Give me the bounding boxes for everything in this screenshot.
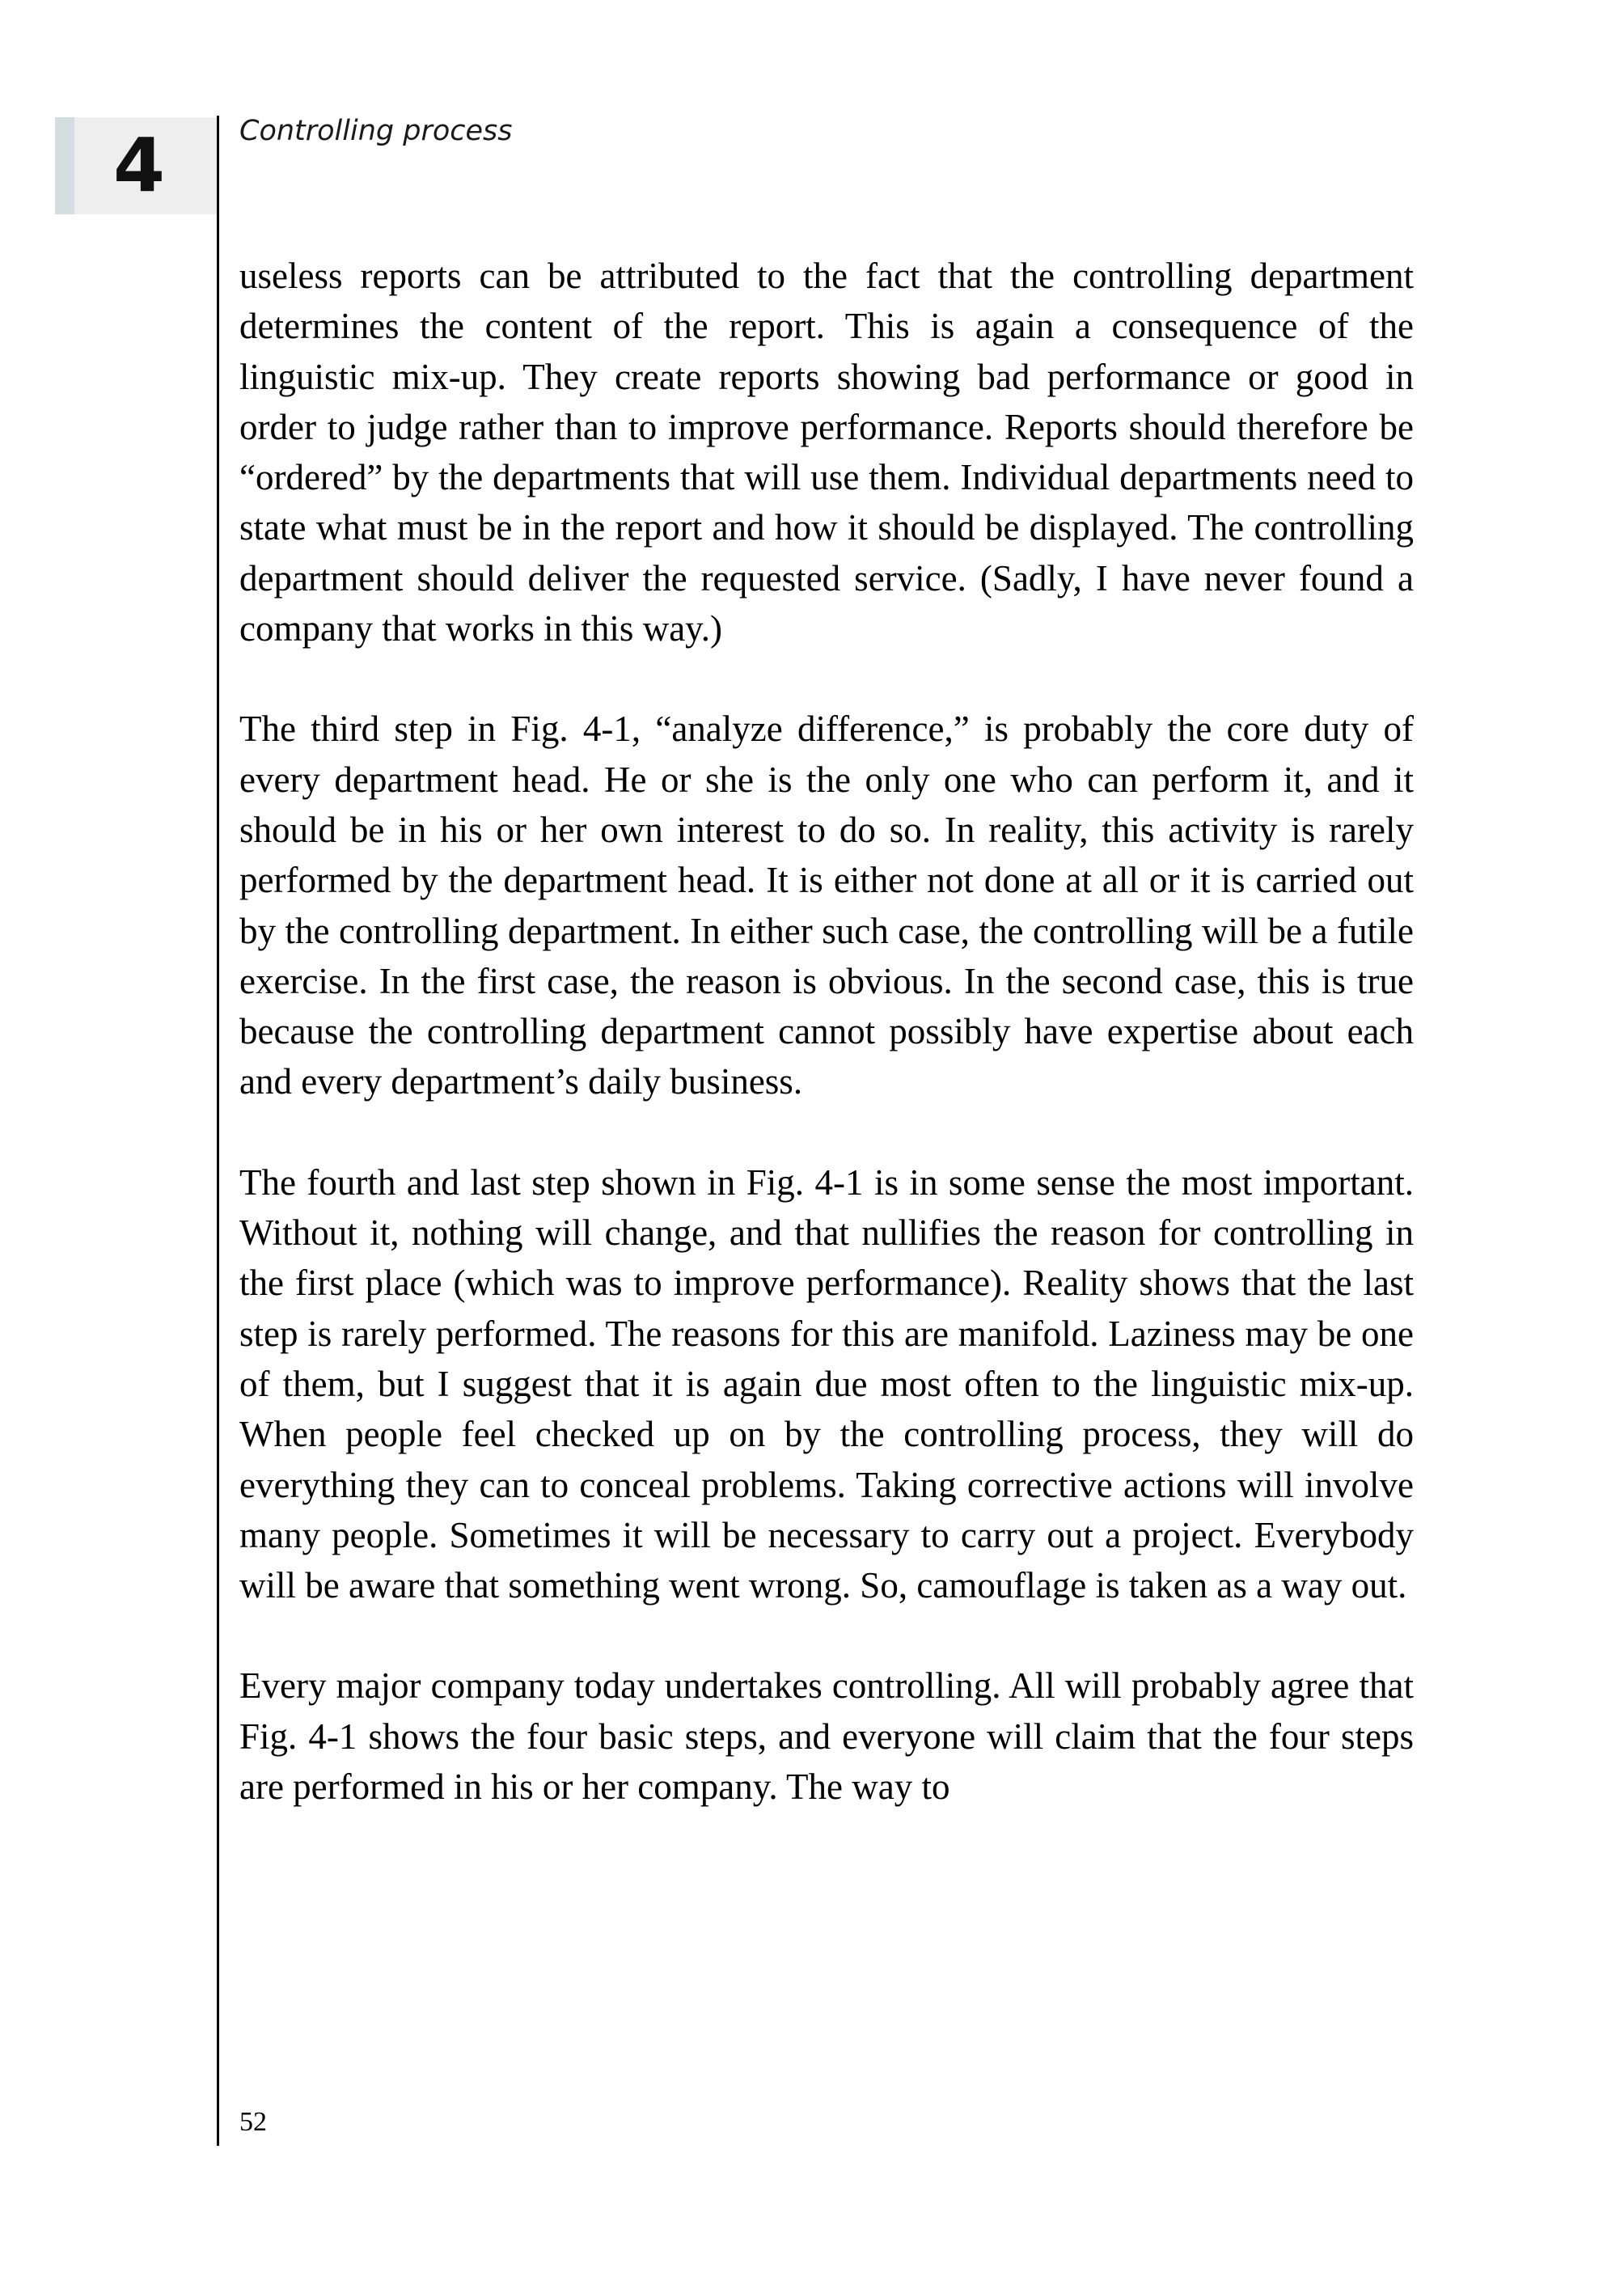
paragraph-2: The third step in Fig. 4-1, “analyze difference,” is probably the core duty of every department head. He or she is the only one who can perform it, and it should be in his or her own interest to do so. In reality, this activity is rarely performed by the department head. It is either not done at all or it is carried out by the controlling department. In either such case, the controlling will be a futile exercise. In the first case, the reason is obvious. In the second case, this is true because the controlling department cannot possibly have expertise about each and every department’s daily business. xyxy=(239,709,1414,1102)
body-text xyxy=(239,251,1414,1862)
margin-rule xyxy=(217,116,219,2146)
chapter-tab-accent xyxy=(55,117,74,214)
chapter-number: 4 xyxy=(112,122,165,209)
paragraph-4: Every major company today undertakes controlling. All will probably agree that Fig. 4-1 shows the four basic steps, and everyone will claim that the four steps are performed in his or her company. The way to xyxy=(239,1665,1414,1808)
page-number: 52 xyxy=(239,2107,267,2137)
paragraph-3: The fourth and last step shown in Fig. 4-1 is in some sense the most important. Without it, nothing will change, and that nullifies the reason for controlling in the first place (which was to improve performance). Reality shows that the last step is rarely performed. The reasons for this are manifold. Laziness may be one of them, but I suggest that it is again due most often to the linguistic mix-up. When people feel checked up on by the controlling process, they will do everything they can to conceal problems. Taking corrective actions will involve many people. Sometimes it will be necessary to carry out a project. Everybody will be aware that something went wrong. So, camouflage is taken as a way out. xyxy=(239,1161,1414,1606)
paragraph-1: useless reports can be attributed to the fact that the controlling department determines the content of the report. This is again a consequence of the linguistic mix-up. They create reports showing bad performance or good in order to judge rather than to improve performance. Reports should therefore be “ordered” by the departments that will use them. Individual departments need to state what must be in the report and how it should be displayed. The controlling department should deliver the requested service. (Sadly, I have never found a company that works in this way.) xyxy=(239,256,1414,649)
running-head: Controlling process xyxy=(239,115,513,147)
